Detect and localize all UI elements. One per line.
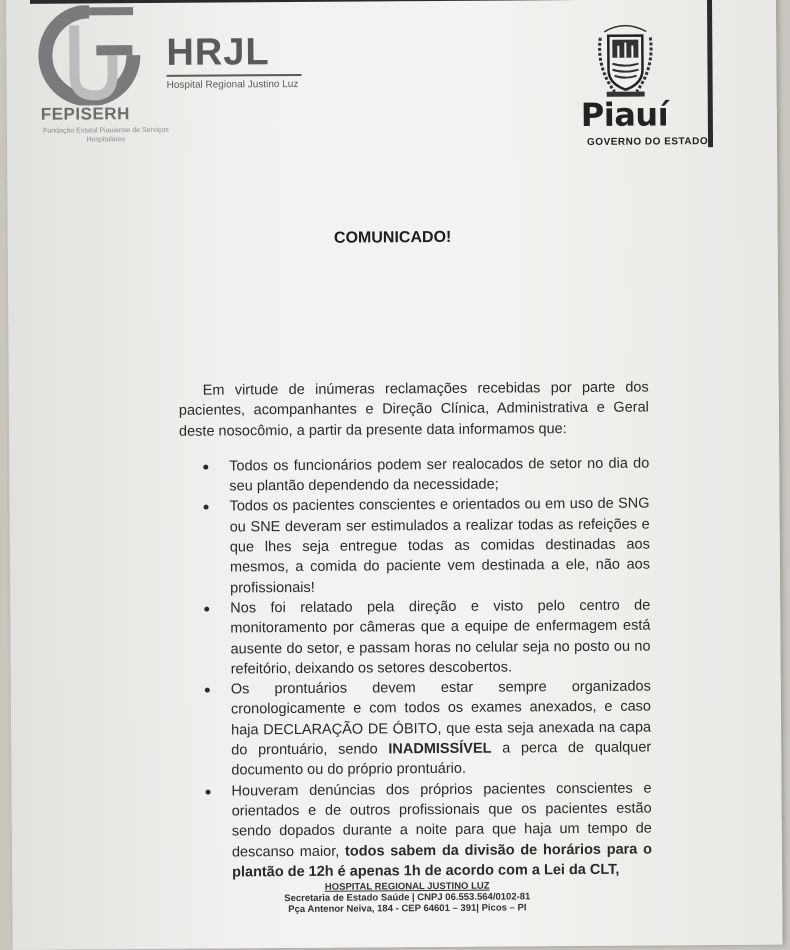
- notice-item: [230, 595, 651, 679]
- notice-item-text: Todos os funcionários podem ser realocados de setor no dia do seu plantão dependendo da necessidade;: [229, 455, 650, 495]
- fepiserh-logo-icon: [34, 5, 145, 106]
- piaui-government-label: GOVERNO DO ESTADO: [586, 136, 709, 148]
- notice-item-text: a perca de qualquer documento ou do próprio prontuário.: [231, 739, 652, 779]
- notice-list: [179, 453, 652, 883]
- notice-item-text: Houveram denúncias dos próprios pacientes conscientes e orientados e de outros profissionais que os pacientes estão sendo dopados durante a noite para que haja um tempo de descanso maior,: [231, 780, 652, 860]
- footer-line-2: Pça Antenor Neiva, 184 - CEP 64601 – 391| Picos – PI: [288, 902, 527, 916]
- notice-item-text: Todos os pacientes conscientes e orientados ou em uso de SNG ou SNE deveram ser estimulados a realizar todas as refeições e que lhes seja entregue todas as comidas destinadas aos mesmos, a comida do paciente vem destinada a ele, não aos profissionais!: [229, 496, 651, 597]
- document-page: [6, 0, 783, 950]
- notice-item-text: Os prontuários devem estar sempre organizados cronologicamente e com todos os exames anexados, e caso haja: [230, 678, 652, 739]
- hrjl-subtitle: Hospital Regional Justino Luz: [166, 78, 299, 91]
- notice-item-text: , que esta seja anexada na capa do prontuário, sendo: [231, 719, 652, 759]
- document-title: COMUNICADO!: [333, 228, 452, 247]
- notice-item-bold-text: todos sabem da divisão de horários para o plantão de 12h é apenas 1h de acordo com a Lei da CLT,: [232, 841, 652, 881]
- right-border-bar: [707, 0, 713, 147]
- top-border-bar: [30, 0, 710, 4]
- footer-hospital-name: HOSPITAL REGIONAL JUSTINO LUZ: [324, 880, 490, 893]
- fepiserh-subtitle: Fundação Estatal Piauiense de Serviços Hospitalares: [43, 126, 169, 144]
- piaui-coat-of-arms-icon: [594, 17, 657, 97]
- hrjl-name: HRJL: [166, 31, 270, 74]
- notice-item: [229, 494, 650, 598]
- hrjl-logo: [166, 32, 301, 91]
- hrjl-underline: [167, 74, 302, 77]
- notice-item-text: DECLARAÇÃO DE ÓBITO: [263, 720, 438, 738]
- notice-item: [229, 453, 649, 497]
- document-body: [179, 378, 652, 883]
- intro-paragraph: Em virtude de inúmeras reclamações recebidas por parte dos pacientes, acompanhantes e Direção Clínica, Administrativa e Geral deste nosocômio, a partir da presente data informamos que:: [178, 379, 649, 440]
- notice-item: [231, 778, 652, 882]
- document-footer: [12, 878, 790, 917]
- footer-line-1: Secretaria de Estado Saúde | CNPJ 06.553.564/0102-81: [284, 891, 531, 905]
- notice-item: [231, 677, 652, 781]
- notice-item-text: Nos foi relatado pela direção e visto pelo centro de monitoramento por câmeras que a equipe de enfermagem está ausente do setor, e passam horas no celular seja no posto ou no refeitório, deixando os setores descobertos.: [230, 597, 651, 678]
- fepiserh-name: FEPISERH: [40, 104, 130, 124]
- piaui-name: Piauí: [580, 95, 669, 134]
- notice-item-bold-text: INADMISSÍVEL: [388, 740, 492, 758]
